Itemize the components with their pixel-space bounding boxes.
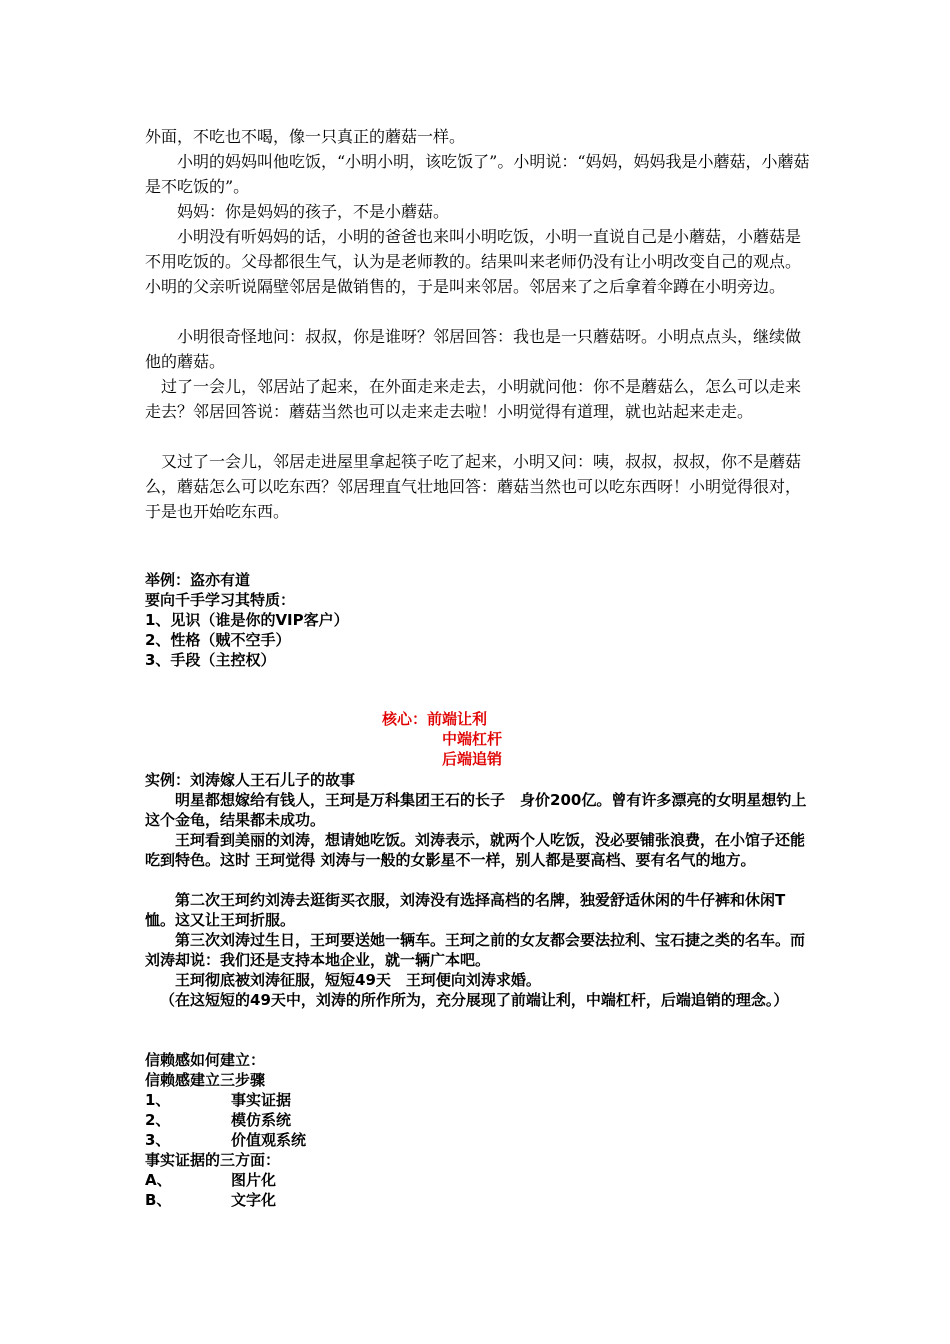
trust-step-text: 事实证据	[231, 1091, 292, 1109]
story-paragraph-1: 外面，不吃也不喝，像一只真正的蘑菇一样。	[145, 127, 466, 146]
evidence-item-a	[145, 1170, 276, 1190]
core-line-1: 核心：前端让利	[382, 710, 488, 728]
story-paragraph-3: 妈妈：你是妈妈的孩子，不是小蘑菇。	[177, 202, 450, 221]
case-paragraph-3: 第二次王珂约刘涛去逛街买衣服，刘涛没有选择高档的名牌，独爱舒适休闲的牛仔裤和休闲T恤。这又让王珂折服。	[145, 891, 786, 929]
case-paragraph-4: 第三次刘涛过生日，王珂要送她一辆车。王珂之前的女友都会要法拉利、宝石捷之类的名车。而刘涛却说：我们还是支持本地企业，就一辆广本吧。	[145, 931, 806, 969]
case-title: 实例：刘涛嫁人王石儿子的故事	[145, 771, 356, 789]
evidence-item-b	[145, 1190, 276, 1210]
trust-title: 信赖感如何建立：	[145, 1051, 266, 1069]
case-paragraph-5: 王珂彻底被刘涛征服，短短49天 王珂便向刘涛求婚。	[175, 971, 541, 989]
case-paragraph-1: 明星都想嫁给有钱人，王珂是万科集团王石的长子 身价200亿。曾有许多漂亮的女明星想钓上这个金龟，结果都未成功。	[145, 791, 807, 829]
trust-step-number: 2、	[145, 1111, 171, 1129]
story-paragraph-2: 小明的妈妈叫他吃饭，“小明小明，该吃饭了”。小明说：“妈妈，妈妈我是小蘑菇，小蘑菇是不吃饭的”。	[145, 152, 810, 196]
case-paragraph-2: 王珂看到美丽的刘涛，想请她吃饭。刘涛表示，就两个人吃饭，没必要铺张浪费，在小馆子还能吃到特色。这时 王珂觉得 刘涛与一般的女影星不一样，别人都是要高档、要有名气的地方。	[145, 831, 806, 869]
core-line-2: 中端杠杆	[442, 730, 503, 748]
trust-step-text: 模仿系统	[231, 1111, 292, 1129]
trust-step-text: 价值观系统	[231, 1131, 307, 1149]
example-item-2: 2、性格（贼不空手）	[145, 631, 291, 649]
trust-step-2	[145, 1110, 291, 1130]
story-paragraph-6: 过了一会儿，邻居站了起来，在外面走来走去，小明就问他：你不是蘑菇么，怎么可以走来走去？邻居回答说：蘑菇当然也可以走来走去啦！小明觉得有道理，就也站起来走走。	[145, 377, 802, 421]
example-item-1: 1、见识（谁是你的VIP客户）	[145, 611, 349, 629]
evidence-text: 文字化	[231, 1191, 277, 1209]
trust-step-3	[145, 1130, 306, 1150]
trust-step-1	[145, 1090, 291, 1110]
evidence-letter: A、	[145, 1171, 172, 1189]
story-paragraph-4: 小明没有听妈妈的话，小明的爸爸也来叫小明吃饭，小明一直说自己是小蘑菇，小蘑菇是不用吃饭的。父母都很生气，认为是老师教的。结果叫来老师仍没有让小明改变自己的观点。小明的父亲听说隔壁邻居是做销售的，于是叫来邻居。邻居来了之后拿着伞蹲在小明旁边。	[145, 227, 802, 296]
trust-step-number: 1、	[145, 1091, 171, 1109]
evidence-title: 事实证据的三方面：	[145, 1151, 281, 1169]
case-paragraph-6: （在这短短的49天中，刘涛的所作所为，充分展现了前端让利，中端杠杆，后端追销的理念。）	[160, 991, 789, 1009]
trust-subtitle: 信赖感建立三步骤	[145, 1071, 266, 1089]
story-paragraph-7: 又过了一会儿，邻居走进屋里拿起筷子吃了起来，小明又问：咦，叔叔，叔叔，你不是蘑菇么，蘑菇怎么可以吃东西？邻居理直气壮地回答：蘑菇当然也可以吃东西呀！小明觉得很对，于是也开始吃东西。	[145, 452, 802, 521]
story-paragraph-5: 小明很奇怪地问：叔叔，你是谁呀？邻居回答：我也是一只蘑菇呀。小明点点头，继续做他的蘑菇。	[145, 327, 802, 371]
evidence-letter: B、	[145, 1191, 172, 1209]
evidence-text: 图片化	[231, 1171, 277, 1189]
example-item-3: 3、手段（主控权）	[145, 651, 276, 669]
core-line-3: 后端追销	[442, 750, 503, 768]
example-title: 举例：盗亦有道	[145, 571, 251, 589]
trust-step-number: 3、	[145, 1131, 171, 1149]
example-intro: 要向千手学习其特质：	[145, 591, 296, 609]
